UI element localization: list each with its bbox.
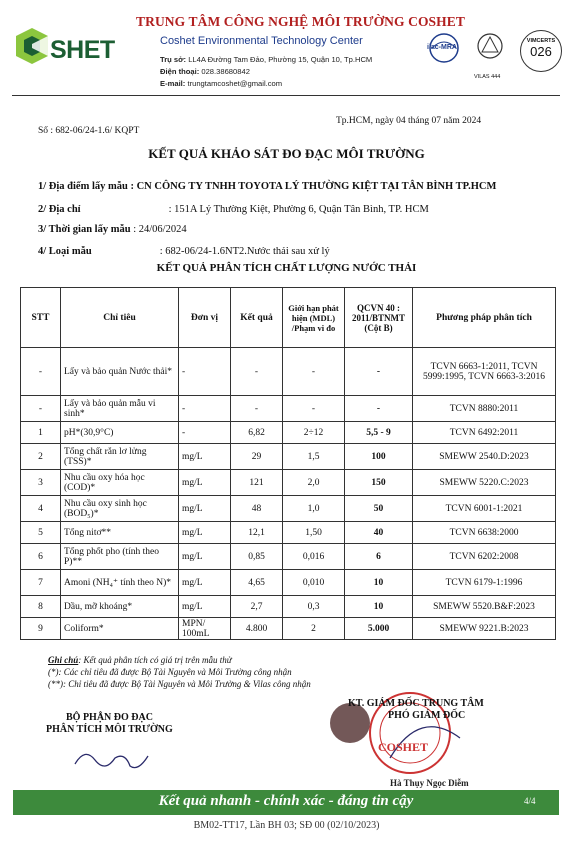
cell-method: SMEWW 5220.C:2023 — [413, 470, 556, 496]
cell-unit: - — [179, 396, 231, 422]
cell-stt: 3 — [21, 470, 61, 496]
table-row — [21, 396, 556, 422]
cell-unit: mg/L — [179, 596, 231, 618]
cell-param: Lấy và bảo quản mẫu vi sinh* — [61, 396, 179, 422]
cell-result: - — [231, 348, 283, 396]
cell-result: 0,85 — [231, 544, 283, 570]
cell-param: Lấy và bảo quản Nước thải* — [61, 348, 179, 396]
cell-unit: mg/L — [179, 444, 231, 470]
header-mdl: Giới hạn phát hiện (MDL) /Phạm vi đo — [283, 288, 345, 348]
cell-param: Nhu cầu oxy hóa học (COD)* — [61, 470, 179, 496]
cell-stt: 9 — [21, 618, 61, 640]
cell-method: SMEWW 5520.B&F:2023 — [413, 596, 556, 618]
cert-vimcerts-number: 026 — [530, 44, 552, 59]
cell-param: pH*(30,9°C) — [61, 422, 179, 444]
cell-stt: - — [21, 396, 61, 422]
cell-mdl: 0,016 — [283, 544, 345, 570]
cell-param: Tổng chất rắn lơ lửng (TSS)* — [61, 444, 179, 470]
cell-method: SMEWW 2540.D:2023 — [413, 444, 556, 470]
note-line-1: Ghi chú: Kết quả phân tích có giá trị trên mẫu thử — [48, 655, 232, 665]
cell-result: 12,1 — [231, 522, 283, 544]
cell-mdl: 0,010 — [283, 570, 345, 596]
left-signature-icon — [70, 742, 150, 774]
cell-mdl: 1,5 — [283, 444, 345, 470]
header-result: Kết quả — [231, 288, 283, 348]
cell-stt: 8 — [21, 596, 61, 618]
cell-method: TCVN 6179-1:1996 — [413, 570, 556, 596]
table-row — [21, 496, 556, 522]
table-row — [21, 544, 556, 570]
table-row — [21, 422, 556, 444]
vimcerts-icon — [520, 30, 562, 72]
ilac-mra-icon — [424, 32, 464, 68]
address-line: Trụ sở: LL4A Đường Tam Đảo, Phường 15, Quận 10, Tp.HCM — [160, 55, 373, 64]
field-sample-time: 3/ Thời gian lấy mẫu : 24/06/2024 — [38, 224, 187, 235]
cell-stt: 2 — [21, 444, 61, 470]
note-line-2: (*): Các chỉ tiêu đã được Bộ Tài Nguyên và Môi Trường công nhận — [48, 667, 292, 677]
logo-text: SHET — [50, 36, 115, 64]
cell-mdl: - — [283, 396, 345, 422]
cell-param: Tổng phốt pho (tính theo P)** — [61, 544, 179, 570]
cell-qcvn: 150 — [345, 470, 413, 496]
cell-result: 4.800 — [231, 618, 283, 640]
doc-date: Tp.HCM, ngày 04 tháng 07 năm 2024 — [336, 116, 482, 126]
cell-param: Nhu cầu oxy sinh học (BOD₅)* — [61, 496, 179, 522]
cell-unit: MPN/ 100mL — [179, 618, 231, 640]
cell-result: 48 — [231, 496, 283, 522]
table-row — [21, 570, 556, 596]
cell-method: TCVN 8880:2011 — [413, 396, 556, 422]
cell-result: 2,7 — [231, 596, 283, 618]
field-address: 2/ Địa chỉ : 151A Lý Thường Kiệt, Phường 6, Quận Tân Bình, TP. HCM — [38, 204, 429, 215]
table-title: KẾT QUẢ PHÂN TÍCH CHẤT LƯỢNG NƯỚC THẢI — [156, 262, 417, 274]
header-stt: STT — [21, 288, 61, 348]
vilas-icon — [470, 32, 510, 80]
cell-method: TCVN 6663-1:2011, TCVN 5999:1995, TCVN 6663-3:2016 — [413, 348, 556, 396]
email-line: E-mail: trungtamcoshet@gmail.com — [160, 79, 283, 88]
cert-vimcerts-label: VIMCERTS — [526, 38, 556, 44]
cell-unit: mg/L — [179, 570, 231, 596]
cell-result: 6,82 — [231, 422, 283, 444]
cell-stt: 1 — [21, 422, 61, 444]
cell-qcvn: 40 — [345, 522, 413, 544]
cell-qcvn: - — [345, 396, 413, 422]
cell-unit: - — [179, 422, 231, 444]
cell-stt: 7 — [21, 570, 61, 596]
table-row — [21, 596, 556, 618]
cell-mdl: 1,0 — [283, 496, 345, 522]
table-row — [21, 470, 556, 496]
phone-line: Điện thoại: 028.38680842 — [160, 67, 250, 76]
org-name-en: Coshet Environmental Technology Center — [160, 35, 363, 47]
table-row — [21, 444, 556, 470]
cell-mdl: 2,0 — [283, 470, 345, 496]
table-row — [21, 348, 556, 396]
cell-stt: 6 — [21, 544, 61, 570]
form-code: BM02-TT17, Lần BH 03; SĐ 00 (02/10/2023) — [193, 820, 380, 831]
cell-result: 4,65 — [231, 570, 283, 596]
cell-unit: mg/L — [179, 544, 231, 570]
cell-mdl: 2÷12 — [283, 422, 345, 444]
stamp-label: COSHET — [378, 740, 429, 754]
cell-method: TCVN 6202:2008 — [413, 544, 556, 570]
cell-param: Coliform* — [61, 618, 179, 640]
cell-stt: 4 — [21, 496, 61, 522]
cell-qcvn: 6 — [345, 544, 413, 570]
cell-stt: 5 — [21, 522, 61, 544]
field-sample-type: 4/ Loại mẫu : 682-06/24-1.6NT2.Nước thải sau xử lý — [38, 246, 330, 257]
cell-qcvn: - — [345, 348, 413, 396]
cell-mdl: 1,50 — [283, 522, 345, 544]
org-name-vn: TRUNG TÂM CÔNG NGHỆ MÔI TRƯỜNG COSHET — [136, 14, 465, 29]
doc-number: Số : 682-06/24-1.6/ KQPT — [38, 126, 140, 136]
cell-unit: - — [179, 348, 231, 396]
cell-qcvn: 10 — [345, 596, 413, 618]
cell-stt: - — [21, 348, 61, 396]
cell-unit: mg/L — [179, 470, 231, 496]
doc-title: KẾT QUẢ KHẢO SÁT ĐO ĐẠC MÔI TRƯỜNG — [148, 146, 425, 161]
cell-qcvn: 50 — [345, 496, 413, 522]
cell-qcvn: 5.000 — [345, 618, 413, 640]
right-sig-title-2: PHÓ GIÁM ĐỐC — [388, 710, 466, 721]
cell-mdl: 0,3 — [283, 596, 345, 618]
page-number: 4/4 — [524, 796, 536, 806]
cert-ilac-label: ilac-MRA — [427, 44, 457, 51]
header-divider — [12, 95, 560, 96]
cell-method: SMEWW 9221.B:2023 — [413, 618, 556, 640]
table-header-row — [21, 288, 556, 348]
cell-param: Tổng nitơ** — [61, 522, 179, 544]
header-param: Chỉ tiêu — [61, 288, 179, 348]
cell-method: TCVN 6492:2011 — [413, 422, 556, 444]
header-unit: Đơn vị — [179, 288, 231, 348]
cell-qcvn: 10 — [345, 570, 413, 596]
table-row — [21, 522, 556, 544]
results-table — [20, 287, 556, 640]
cell-qcvn: 5,5 - 9 — [345, 422, 413, 444]
left-sig-title-2: PHÂN TÍCH MÔI TRƯỜNG — [46, 724, 173, 735]
cell-result: - — [231, 396, 283, 422]
cell-result: 29 — [231, 444, 283, 470]
header-qcvn: QCVN 40 : 2011/BTNMT (Cột B) — [345, 288, 413, 348]
cell-unit: mg/L — [179, 522, 231, 544]
cell-mdl: - — [283, 348, 345, 396]
slogan-text: Kết quả nhanh - chính xác - đáng tin cậy — [158, 793, 414, 809]
left-sig-title-1: BỘ PHẬN ĐO ĐẠC — [66, 712, 153, 723]
cell-param: Dầu, mỡ khoáng* — [61, 596, 179, 618]
cell-unit: mg/L — [179, 496, 231, 522]
table-row — [21, 618, 556, 640]
header-method: Phương pháp phân tích — [413, 288, 556, 348]
cell-mdl: 2 — [283, 618, 345, 640]
field-location: 1/ Địa điểm lấy mẫu : CN CÔNG TY TNHH TOYOTA LÝ THƯỜNG KIỆT TẠI TÂN BÌNH TP.HCM — [38, 181, 497, 192]
note-line-3: (**): Chỉ tiêu đã được Bộ Tài Nguyên và Môi Trường & Vilas công nhận — [48, 679, 311, 689]
cert-vilas-label: VILAS 444 — [474, 74, 501, 80]
cell-result: 121 — [231, 470, 283, 496]
cell-qcvn: 100 — [345, 444, 413, 470]
right-sig-title-1: KT. GIÁM ĐỐC TRUNG TÂM — [348, 698, 484, 709]
right-sig-name: Hà Thụy Ngọc Diễm — [390, 778, 469, 788]
cell-param: Amoni (NH₄⁺ tính theo N)* — [61, 570, 179, 596]
cell-method: TCVN 6001-1:2021 — [413, 496, 556, 522]
cell-method: TCVN 6638:2000 — [413, 522, 556, 544]
